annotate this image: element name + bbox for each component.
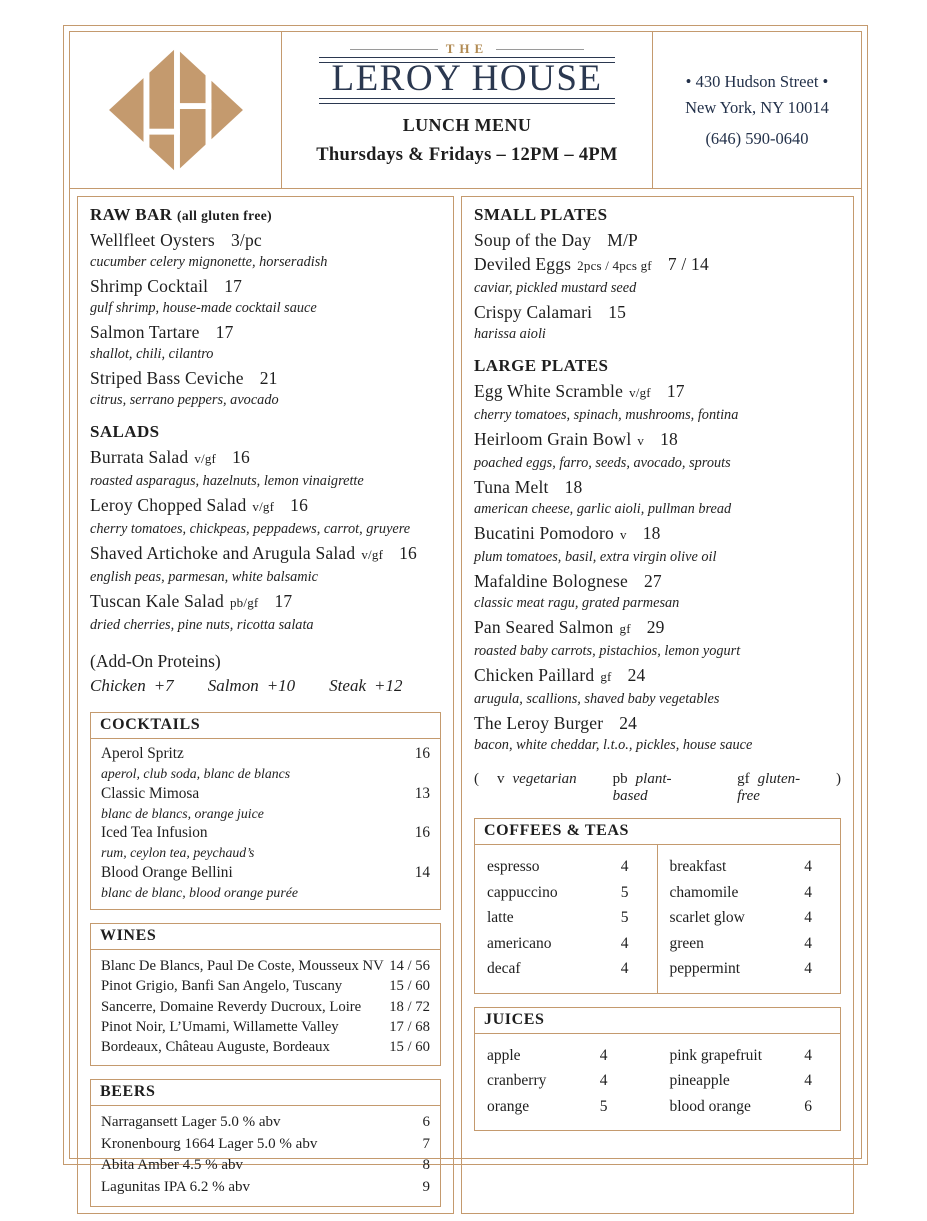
menu-item-line [474, 228, 841, 252]
addon-price: +7 [153, 676, 174, 695]
menu-item [474, 615, 841, 661]
cocktail-desc: blanc de blanc, blood orange purée [101, 884, 298, 900]
drink-item [670, 956, 831, 982]
drink-name: latte [487, 909, 514, 926]
section-beers [90, 1079, 441, 1207]
menu-item-name: Chicken Paillard [474, 665, 595, 685]
drink-price: 5 [599, 1097, 608, 1115]
drink-item [487, 1068, 648, 1094]
menu-title: LUNCH MENU [402, 115, 532, 135]
phone-number: (646) 590-0640 [705, 128, 809, 148]
wine-price: 17 / 68 [389, 1018, 430, 1035]
legend-close: ) [836, 771, 841, 787]
wine-name: Pinot Noir, L’Umami, Willamette Valley [101, 1018, 339, 1035]
drink-name: cappuccino [487, 883, 558, 901]
menu-item [90, 445, 441, 491]
menu-item-tag: v/gf [629, 385, 651, 400]
drink-item [670, 905, 831, 931]
addon-option [329, 673, 402, 699]
wine-name: Bordeaux, Château Auguste, Bordeaux [101, 1039, 330, 1056]
menu-item-name: Pan Seared Salmon [474, 617, 614, 637]
legend-label: vegetarian [512, 771, 577, 787]
drink-price: 4 [620, 858, 629, 875]
left-column [77, 196, 454, 1214]
menu-item [474, 228, 841, 252]
menu-item-desc: poached eggs, farro, seeds, avocado, sprouts [474, 455, 731, 471]
menu-item-desc: gulf shrimp, house-made cocktail sauce [90, 300, 317, 316]
menu-page-inner [69, 31, 862, 1195]
wine-price: 14 / 56 [389, 958, 430, 974]
cocktail-desc: aperol, club soda, blanc de blancs [101, 766, 291, 781]
menu-item-name: Soup of the Day [474, 230, 592, 250]
legend-key: v [497, 771, 505, 787]
drink-name: cranberry [487, 1072, 547, 1089]
cocktail-name: Classic Mimosa [101, 784, 200, 802]
section-juices [474, 1007, 841, 1132]
menu-item-name: Wellfleet Oysters [90, 230, 215, 250]
drink-price: 4 [804, 934, 812, 952]
menu-item-price: 18 [642, 523, 661, 543]
cocktail-item [101, 823, 430, 863]
wine-item [101, 1017, 430, 1037]
addon-title: (Add-On Proteins) [90, 651, 221, 671]
beer-item [101, 1134, 430, 1156]
section-cocktails [90, 712, 441, 910]
drink-item [670, 854, 831, 880]
drink-price: 4 [599, 1072, 608, 1089]
brand-cell [282, 32, 653, 188]
wine-price: 15 / 60 [389, 978, 430, 995]
menu-page-frame [63, 25, 868, 1195]
wine-item [101, 997, 430, 1017]
drink-item [670, 1043, 831, 1069]
menu-item-desc: roasted baby carrots, pistachios, lemon yogurt [474, 643, 741, 659]
drink-name: espresso [487, 858, 540, 875]
menu-item-desc: bacon, white cheddar, l.t.o., pickles, house sauce [474, 737, 753, 753]
menu-item-desc: harissa aioli [474, 326, 546, 342]
contact-cell [653, 32, 861, 188]
menu-item-line [474, 521, 841, 547]
drink-name: peppermint [669, 960, 741, 977]
addon-name: Chicken [90, 676, 146, 695]
menu-item [90, 228, 441, 272]
menu-item-price: M/P [607, 230, 638, 250]
cocktails-items [91, 739, 440, 909]
logo-cell [70, 32, 282, 188]
legend-entry [613, 771, 701, 805]
section-large-plates [474, 356, 841, 755]
menu-item-line [474, 475, 841, 499]
menu-item-line [90, 228, 441, 252]
wine-item [101, 976, 430, 996]
menu-item-desc: american cheese, garlic aioli, pullman bread [474, 501, 732, 517]
cocktail-price: 16 [414, 824, 430, 841]
menu-item-tag: v/gf [361, 547, 384, 562]
dietary-legend [474, 771, 841, 805]
menu-item-line [90, 493, 441, 519]
menu-item-line [90, 445, 441, 471]
menu-item-price: 16 [290, 495, 309, 515]
menu-item-tag: v/gf [194, 451, 217, 466]
juices-left-column [475, 1034, 658, 1131]
drink-price: 4 [804, 960, 812, 977]
beer-item [101, 1177, 430, 1199]
cocktail-name: Blood Orange Bellini [101, 863, 233, 881]
menu-item [474, 427, 841, 473]
menu-item-line [474, 252, 841, 278]
address-line2: New York, NY 10014 [685, 97, 829, 117]
wines-items [91, 950, 440, 1065]
section-title: SALADS [90, 422, 160, 441]
menu-item-tag: v [620, 527, 627, 542]
beer-item [101, 1112, 430, 1134]
drink-item [487, 880, 647, 906]
juices-heading: JUICES [475, 1008, 840, 1034]
drink-price: 4 [804, 909, 812, 926]
menu-item-name: Deviled Eggs [474, 254, 572, 274]
menu-item-price: 17 [666, 381, 685, 401]
beer-price: 6 [422, 1114, 430, 1131]
section-title: LARGE PLATES [474, 356, 609, 375]
menu-item [474, 711, 841, 755]
menu-item-tag: 2pcs / 4pcs gf [577, 258, 652, 273]
menu-item-price: 17 [215, 322, 234, 342]
menu-item-price: 7 / 14 [667, 254, 709, 274]
addon-option [208, 673, 295, 699]
menu-item-name: Leroy Chopped Salad [90, 495, 247, 515]
drink-name: blood orange [669, 1097, 751, 1115]
drink-item [670, 1068, 831, 1094]
beer-item [101, 1155, 430, 1177]
menu-item-name: Shrimp Cocktail [90, 276, 209, 296]
menu-item-line [474, 300, 841, 324]
menu-item-desc: cucumber celery mignonette, horseradish [90, 254, 328, 270]
cocktail-price: 13 [414, 784, 430, 802]
menu-item-price: 27 [643, 571, 662, 591]
beer-name: Narragansett Lager 5.0 % abv [101, 1114, 281, 1131]
cocktail-name: Aperol Spritz [101, 745, 184, 762]
legend-label: plant-based [612, 771, 672, 804]
menu-item-name: Shaved Artichoke and Arugula Salad [90, 543, 356, 563]
wine-item [101, 1037, 430, 1057]
juices-body [475, 1034, 840, 1131]
wine-price: 18 / 72 [389, 998, 430, 1015]
rule-right [496, 49, 584, 50]
section-salads [90, 422, 441, 699]
drink-price: 4 [620, 960, 629, 977]
legend-entry [737, 771, 818, 805]
section-small-plates [474, 205, 841, 344]
drink-price: 4 [804, 883, 812, 901]
menu-item-price: 24 [627, 665, 646, 685]
cocktail-row [101, 823, 430, 843]
beer-price: 7 [422, 1135, 430, 1152]
drink-name: americano [487, 934, 552, 952]
section-title: RAW BAR [90, 205, 173, 224]
menu-item [90, 320, 441, 364]
menu-item-name: Tuna Melt [474, 477, 549, 497]
menu-item-line [474, 663, 841, 689]
menu-item [474, 379, 841, 425]
beer-price: 8 [422, 1157, 430, 1174]
drink-price: 4 [804, 858, 812, 875]
drink-item [487, 931, 647, 957]
drink-item [487, 905, 647, 931]
drink-name: green [669, 934, 704, 952]
drink-name: orange [487, 1097, 530, 1115]
menu-item-tag: v/gf [252, 499, 275, 514]
section-title: SMALL PLATES [474, 205, 608, 224]
menu-item [474, 569, 841, 613]
drink-item [670, 880, 831, 906]
menu-schedule: Thursdays & Fridays – 12PM – 4PM [316, 145, 618, 165]
section-heading [474, 205, 841, 225]
menu-item-desc: english peas, parmesan, white balsamic [90, 569, 318, 585]
menu-content [70, 189, 861, 1221]
cocktail-item [101, 784, 430, 824]
menu-item-line [474, 569, 841, 593]
wine-name: Pinot Grigio, Banfi San Angelo, Tuscany [101, 978, 343, 995]
coffees-teas-body [475, 845, 840, 993]
brand-wordmark-wrap [319, 55, 614, 104]
menu-item-name: Burrata Salad [90, 447, 189, 467]
menu-item [90, 541, 441, 587]
drink-price: 4 [599, 1046, 608, 1064]
drink-name: pink grapefruit [669, 1046, 763, 1064]
menu-item-tag: pb/gf [229, 595, 259, 610]
drink-price: 6 [804, 1097, 812, 1115]
legend-open: ( [474, 771, 479, 787]
section-subtitle: (all gluten free) [176, 208, 272, 223]
drink-name: apple [487, 1046, 521, 1064]
large-plates-items [474, 379, 841, 755]
section-coffees-teas [474, 818, 841, 994]
menu-item-desc: classic meat ragu, grated parmesan [474, 595, 680, 611]
menu-item-name: Crispy Calamari [474, 302, 593, 322]
menu-item-tag: v [637, 433, 645, 448]
drink-item [487, 956, 647, 982]
menu-item-price: 18 [564, 477, 583, 497]
drink-name: scarlet glow [669, 909, 745, 926]
menu-item-line [90, 366, 441, 390]
menu-item-price: 21 [259, 368, 278, 388]
menu-item-desc: plum tomatoes, basil, extra virgin olive oil [474, 549, 717, 565]
addon-options [90, 673, 441, 699]
addon-proteins [90, 649, 441, 699]
wine-item [101, 956, 430, 976]
menu-item-desc: arugula, scallions, shaved baby vegetables [474, 691, 720, 707]
menu-item-desc: citrus, serrano peppers, avocado [90, 392, 279, 408]
beer-name: Kronenbourg 1664 Lager 5.0 % abv [101, 1135, 318, 1152]
address-line1: • 430 Hudson Street • [685, 71, 829, 91]
cocktail-price: 14 [414, 863, 430, 881]
menu-item-price: 24 [619, 713, 638, 733]
menu-item [90, 589, 441, 635]
section-raw-bar [90, 205, 441, 410]
drink-price: 5 [620, 909, 629, 926]
teas-column [658, 845, 841, 993]
drink-price: 4 [804, 1072, 812, 1089]
section-heading [474, 356, 841, 376]
menu-item-price: 17 [274, 591, 293, 611]
menu-item-price: 29 [646, 617, 665, 637]
drink-item [487, 854, 647, 880]
drink-price: 5 [620, 883, 629, 901]
menu-item [90, 493, 441, 539]
drink-item [487, 1043, 648, 1069]
menu-item [474, 475, 841, 519]
brand-the: THE [445, 41, 489, 56]
beer-price: 9 [422, 1178, 430, 1195]
menu-item-name: Heirloom Grain Bowl [474, 429, 632, 449]
drink-item [670, 1094, 831, 1120]
legend-key: pb [612, 771, 628, 787]
brand-wordmark: LEROY HOUSE [331, 58, 603, 99]
cocktail-item [101, 863, 430, 903]
addon-option [90, 673, 174, 699]
drink-name: chamomile [669, 883, 739, 901]
rule-left [350, 49, 438, 50]
menu-item-name: Bucatini Pomodoro [474, 523, 614, 543]
menu-item-desc: shallot, chili, cilantro [90, 346, 214, 362]
salads-items [90, 445, 441, 635]
menu-item-price: 17 [224, 276, 243, 296]
addon-price: +10 [266, 676, 296, 695]
wine-name: Sancerre, Domaine Reverdy Ducroux, Loire [101, 998, 362, 1015]
legend-label: gluten-free [737, 771, 801, 804]
menu-item-name: Salmon Tartare [90, 322, 200, 342]
menu-item-desc: dried cherries, pine nuts, ricotta salata [90, 617, 314, 633]
leroy-house-diamond-logo-icon [105, 46, 247, 174]
menu-item-line [474, 379, 841, 405]
menu-item-desc: cherry tomatoes, chickpeas, peppadews, carrot, gruyere [90, 521, 411, 537]
menu-item-price: 15 [608, 302, 627, 322]
menu-item-line [90, 320, 441, 344]
menu-item-line [90, 541, 441, 567]
menu-item-line [474, 615, 841, 641]
cocktail-name: Iced Tea Infusion [101, 824, 208, 841]
addon-name: Salmon [207, 676, 259, 695]
small-plates-items [474, 228, 841, 344]
drink-price: 4 [804, 1046, 812, 1064]
menu-item-tag: gf [600, 669, 612, 684]
menu-item-price: 3/pc [230, 230, 262, 250]
coffees-column [475, 845, 658, 993]
cocktail-desc: blanc de blancs, orange juice [101, 805, 264, 821]
coffees-teas-heading: COFFEES & TEAS [475, 819, 840, 845]
section-heading [90, 205, 441, 225]
cocktail-row [101, 863, 430, 883]
menu-item [474, 521, 841, 567]
menu-item [474, 252, 841, 298]
addon-name: Steak [329, 676, 366, 695]
cocktail-price: 16 [414, 745, 430, 762]
menu-item [90, 366, 441, 410]
legend-key: gf [737, 771, 750, 787]
legend-entry [497, 771, 577, 805]
addon-price: +12 [374, 676, 403, 695]
menu-item [474, 663, 841, 709]
right-column [461, 196, 854, 1214]
drink-item [487, 1094, 648, 1120]
menu-header [70, 32, 861, 189]
section-wines [90, 923, 441, 1066]
cocktails-heading: COCKTAILS [91, 713, 440, 739]
drink-item [670, 931, 831, 957]
menu-item-name: The Leroy Burger [474, 713, 604, 733]
menu-item [90, 274, 441, 318]
menu-item-desc: roasted asparagus, hazelnuts, lemon vinaigrette [90, 473, 364, 489]
drink-price: 4 [620, 934, 629, 952]
legend-entries [479, 771, 836, 805]
raw-bar-items [90, 228, 441, 410]
section-heading [90, 422, 441, 442]
beer-name: Abita Amber 4.5 % abv [101, 1157, 244, 1174]
beer-name: Lagunitas IPA 6.2 % abv [101, 1178, 251, 1195]
menu-item-line [90, 274, 441, 298]
cocktail-row [101, 744, 430, 764]
juices-right-column [658, 1034, 841, 1131]
drink-name: breakfast [669, 858, 727, 875]
menu-item-name: Mafaldine Bolognese [474, 571, 628, 591]
wine-price: 15 / 60 [389, 1039, 430, 1056]
menu-item-name: Striped Bass Ceviche [90, 368, 244, 388]
menu-item-name: Tuscan Kale Salad [90, 591, 224, 611]
menu-item-line [90, 589, 441, 615]
drink-name: pineapple [669, 1072, 730, 1089]
wine-name: Blanc De Blancs, Paul De Coste, Mousseux NV [101, 958, 384, 974]
menu-item-name: Egg White Scramble [474, 381, 624, 401]
wines-heading: WINES [91, 924, 440, 950]
menu-item-line [474, 427, 841, 453]
menu-item-line [474, 711, 841, 735]
menu-item [474, 300, 841, 344]
menu-item-desc: caviar, pickled mustard seed [474, 280, 637, 296]
cocktail-desc: rum, ceylon tea, peychaud’s [101, 845, 255, 860]
menu-item-price: 16 [232, 447, 250, 467]
menu-item-tag: gf [619, 621, 631, 636]
cocktail-row [101, 784, 430, 804]
beers-heading: BEERS [91, 1080, 440, 1106]
cocktail-item [101, 744, 430, 784]
menu-item-desc: cherry tomatoes, spinach, mushrooms, fontina [474, 407, 739, 423]
beers-items [91, 1106, 440, 1206]
drink-name: decaf [487, 960, 521, 977]
menu-item-price: 16 [399, 543, 418, 563]
menu-item-price: 18 [660, 429, 678, 449]
